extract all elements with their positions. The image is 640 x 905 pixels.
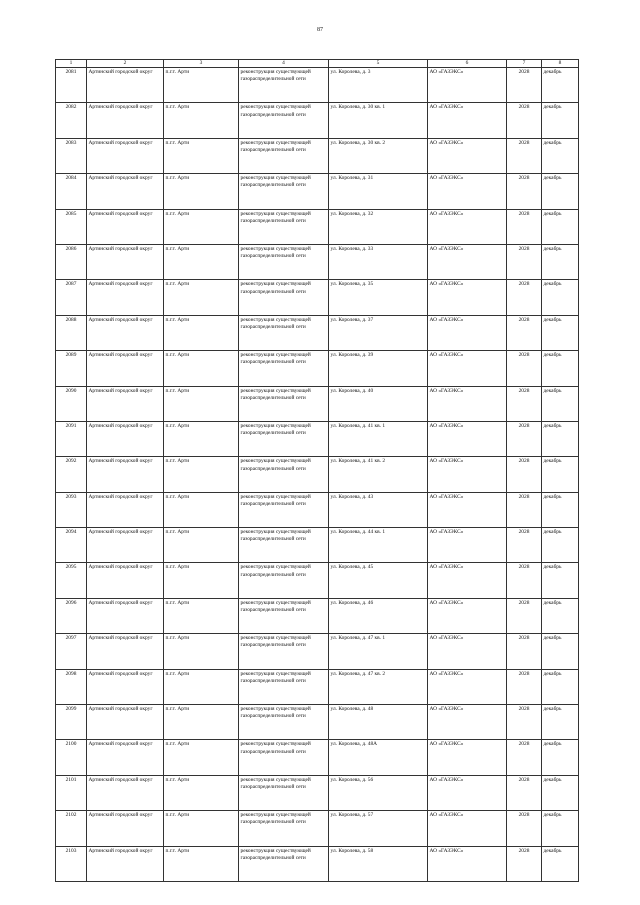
organization-cell: АО «ГАЗЭКС»	[428, 209, 507, 244]
row-number-cell: 2084	[56, 174, 87, 209]
address-cell: ул. Королева, д. 57	[329, 811, 428, 846]
organization-cell: АО «ГАЗЭКС»	[428, 528, 507, 563]
work-type-cell: реконструкция существующей газораспределительной сети	[239, 492, 329, 527]
month-cell: декабрь	[542, 775, 579, 810]
district-cell: Артинский городской округ	[87, 598, 164, 633]
row-number-cell: 2101	[56, 775, 87, 810]
organization-cell: АО «ГАЗЭКС»	[428, 386, 507, 421]
organization-cell: АО «ГАЗЭКС»	[428, 68, 507, 103]
address-cell: ул. Королева, д. 48А	[329, 740, 428, 775]
work-type-cell: реконструкция существующей газораспределительной сети	[239, 634, 329, 669]
table-row	[56, 386, 579, 421]
district-cell: Артинский городской округ	[87, 174, 164, 209]
row-number-cell: 2094	[56, 528, 87, 563]
row-number-cell: 2082	[56, 103, 87, 138]
address-cell: ул. Королева, д. 37	[329, 315, 428, 350]
table-row	[56, 634, 579, 669]
organization-cell: АО «ГАЗЭКС»	[428, 705, 507, 740]
table-row	[56, 421, 579, 456]
schedule-table	[55, 59, 579, 882]
table-body	[56, 68, 579, 882]
page-number: 87	[317, 27, 323, 33]
year-cell: 2028	[507, 528, 542, 563]
address-cell: ул. Королева, д. 39	[329, 351, 428, 386]
district-cell: Артинский городской округ	[87, 280, 164, 315]
work-type-cell: реконструкция существующей газораспределительной сети	[239, 421, 329, 456]
year-cell: 2028	[507, 351, 542, 386]
locality-cell: п.г.т. Арти	[164, 492, 239, 527]
month-cell: декабрь	[542, 315, 579, 350]
district-cell: Артинский городской округ	[87, 563, 164, 598]
column-header: 7	[507, 60, 542, 68]
year-cell: 2028	[507, 138, 542, 173]
locality-cell: п.г.т. Арти	[164, 740, 239, 775]
locality-cell: п.г.т. Арти	[164, 811, 239, 846]
district-cell: Артинский городской округ	[87, 775, 164, 810]
month-cell: декабрь	[542, 351, 579, 386]
district-cell: Артинский городской округ	[87, 351, 164, 386]
address-cell: ул. Королева, д. 58	[329, 846, 428, 881]
row-number-cell: 2096	[56, 598, 87, 633]
district-cell: Артинский городской округ	[87, 492, 164, 527]
column-header: 3	[164, 60, 239, 68]
month-cell: декабрь	[542, 528, 579, 563]
work-type-cell: реконструкция существующей газораспределительной сети	[239, 563, 329, 598]
table-row	[56, 705, 579, 740]
table-row	[56, 315, 579, 350]
year-cell: 2028	[507, 563, 542, 598]
address-cell: ул. Королева, д. 45	[329, 563, 428, 598]
locality-cell: п.г.т. Арти	[164, 634, 239, 669]
district-cell: Артинский городской округ	[87, 103, 164, 138]
row-number-cell: 2103	[56, 846, 87, 881]
year-cell: 2028	[507, 740, 542, 775]
month-cell: декабрь	[542, 280, 579, 315]
column-header: 4	[239, 60, 329, 68]
work-type-cell: реконструкция существующей газораспределительной сети	[239, 740, 329, 775]
district-cell: Артинский городской округ	[87, 740, 164, 775]
address-cell: ул. Королева, д. 33	[329, 244, 428, 279]
address-cell: ул. Королева, д. 32	[329, 209, 428, 244]
district-cell: Артинский городской округ	[87, 138, 164, 173]
year-cell: 2028	[507, 421, 542, 456]
row-number-cell: 2102	[56, 811, 87, 846]
organization-cell: АО «ГАЗЭКС»	[428, 351, 507, 386]
month-cell: декабрь	[542, 457, 579, 492]
table-row	[56, 846, 579, 881]
district-cell: Артинский городской округ	[87, 68, 164, 103]
month-cell: декабрь	[542, 421, 579, 456]
organization-cell: АО «ГАЗЭКС»	[428, 421, 507, 456]
year-cell: 2028	[507, 280, 542, 315]
work-type-cell: реконструкция существующей газораспределительной сети	[239, 457, 329, 492]
locality-cell: п.г.т. Арти	[164, 421, 239, 456]
row-number-cell: 2095	[56, 563, 87, 598]
column-header: 6	[428, 60, 507, 68]
month-cell: декабрь	[542, 563, 579, 598]
address-cell: ул. Королева, д. 47 кв. 1	[329, 634, 428, 669]
locality-cell: п.г.т. Арти	[164, 705, 239, 740]
table-row	[56, 209, 579, 244]
work-type-cell: реконструкция существующей газораспределительной сети	[239, 775, 329, 810]
year-cell: 2028	[507, 386, 542, 421]
row-number-cell: 2092	[56, 457, 87, 492]
month-cell: декабрь	[542, 138, 579, 173]
locality-cell: п.г.т. Арти	[164, 103, 239, 138]
locality-cell: п.г.т. Арти	[164, 669, 239, 704]
work-type-cell: реконструкция существующей газораспределительной сети	[239, 280, 329, 315]
month-cell: декабрь	[542, 846, 579, 881]
locality-cell: п.г.т. Арти	[164, 209, 239, 244]
locality-cell: п.г.т. Арти	[164, 457, 239, 492]
year-cell: 2028	[507, 598, 542, 633]
table-row	[56, 68, 579, 103]
organization-cell: АО «ГАЗЭКС»	[428, 740, 507, 775]
organization-cell: АО «ГАЗЭКС»	[428, 634, 507, 669]
table-row	[56, 174, 579, 209]
table-row	[56, 740, 579, 775]
table-row	[56, 598, 579, 633]
month-cell: декабрь	[542, 174, 579, 209]
address-cell: ул. Королева, д. 30 кв. 1	[329, 103, 428, 138]
organization-cell: АО «ГАЗЭКС»	[428, 138, 507, 173]
locality-cell: п.г.т. Арти	[164, 528, 239, 563]
year-cell: 2028	[507, 846, 542, 881]
table-row	[56, 351, 579, 386]
work-type-cell: реконструкция существующей газораспределительной сети	[239, 138, 329, 173]
district-cell: Артинский городской округ	[87, 634, 164, 669]
row-number-cell: 2085	[56, 209, 87, 244]
district-cell: Артинский городской округ	[87, 669, 164, 704]
organization-cell: АО «ГАЗЭКС»	[428, 811, 507, 846]
year-cell: 2028	[507, 209, 542, 244]
year-cell: 2028	[507, 103, 542, 138]
month-cell: декабрь	[542, 705, 579, 740]
work-type-cell: реконструкция существующей газораспределительной сети	[239, 528, 329, 563]
month-cell: декабрь	[542, 598, 579, 633]
month-cell: декабрь	[542, 244, 579, 279]
year-cell: 2028	[507, 811, 542, 846]
district-cell: Артинский городской округ	[87, 457, 164, 492]
year-cell: 2028	[507, 492, 542, 527]
table-row	[56, 244, 579, 279]
address-cell: ул. Королева, д. 47 кв. 2	[329, 669, 428, 704]
row-number-cell: 2083	[56, 138, 87, 173]
row-number-cell: 2086	[56, 244, 87, 279]
month-cell: декабрь	[542, 68, 579, 103]
work-type-cell: реконструкция существующей газораспределительной сети	[239, 209, 329, 244]
row-number-cell: 2081	[56, 68, 87, 103]
work-type-cell: реконструкция существующей газораспределительной сети	[239, 174, 329, 209]
district-cell: Артинский городской округ	[87, 244, 164, 279]
column-number-row	[56, 60, 579, 68]
row-number-cell: 2089	[56, 351, 87, 386]
address-cell: ул. Королева, д. 3	[329, 68, 428, 103]
year-cell: 2028	[507, 634, 542, 669]
month-cell: декабрь	[542, 634, 579, 669]
month-cell: декабрь	[542, 740, 579, 775]
address-cell: ул. Королева, д. 46	[329, 598, 428, 633]
locality-cell: п.г.т. Арти	[164, 775, 239, 810]
month-cell: декабрь	[542, 669, 579, 704]
address-cell: ул. Королева, д. 56	[329, 775, 428, 810]
table-row	[56, 811, 579, 846]
district-cell: Артинский городской округ	[87, 705, 164, 740]
month-cell: декабрь	[542, 386, 579, 421]
address-cell: ул. Королева, д. 40	[329, 386, 428, 421]
work-type-cell: реконструкция существующей газораспределительной сети	[239, 811, 329, 846]
district-cell: Артинский городской округ	[87, 811, 164, 846]
work-type-cell: реконструкция существующей газораспределительной сети	[239, 68, 329, 103]
address-cell: ул. Королева, д. 44 кв. 1	[329, 528, 428, 563]
year-cell: 2028	[507, 669, 542, 704]
district-cell: Артинский городской округ	[87, 528, 164, 563]
organization-cell: АО «ГАЗЭКС»	[428, 598, 507, 633]
district-cell: Артинский городской округ	[87, 209, 164, 244]
work-type-cell: реконструкция существующей газораспределительной сети	[239, 315, 329, 350]
month-cell: декабрь	[542, 209, 579, 244]
year-cell: 2028	[507, 68, 542, 103]
year-cell: 2028	[507, 457, 542, 492]
district-cell: Артинский городской округ	[87, 386, 164, 421]
district-cell: Артинский городской округ	[87, 421, 164, 456]
year-cell: 2028	[507, 775, 542, 810]
work-type-cell: реконструкция существующей газораспределительной сети	[239, 386, 329, 421]
table-row	[56, 563, 579, 598]
table-row	[56, 457, 579, 492]
row-number-cell: 2087	[56, 280, 87, 315]
month-cell: декабрь	[542, 492, 579, 527]
locality-cell: п.г.т. Арти	[164, 846, 239, 881]
column-header: 1	[56, 60, 87, 68]
locality-cell: п.г.т. Арти	[164, 598, 239, 633]
year-cell: 2028	[507, 244, 542, 279]
year-cell: 2028	[507, 174, 542, 209]
work-type-cell: реконструкция существующей газораспределительной сети	[239, 351, 329, 386]
year-cell: 2028	[507, 315, 542, 350]
row-number-cell: 2097	[56, 634, 87, 669]
locality-cell: п.г.т. Арти	[164, 351, 239, 386]
locality-cell: п.г.т. Арти	[164, 138, 239, 173]
organization-cell: АО «ГАЗЭКС»	[428, 846, 507, 881]
work-type-cell: реконструкция существующей газораспределительной сети	[239, 103, 329, 138]
row-number-cell: 2100	[56, 740, 87, 775]
address-cell: ул. Королева, д. 48	[329, 705, 428, 740]
work-type-cell: реконструкция существующей газораспределительной сети	[239, 244, 329, 279]
row-number-cell: 2090	[56, 386, 87, 421]
table-row	[56, 775, 579, 810]
locality-cell: п.г.т. Арти	[164, 563, 239, 598]
locality-cell: п.г.т. Арти	[164, 280, 239, 315]
organization-cell: АО «ГАЗЭКС»	[428, 669, 507, 704]
row-number-cell: 2091	[56, 421, 87, 456]
month-cell: декабрь	[542, 811, 579, 846]
organization-cell: АО «ГАЗЭКС»	[428, 563, 507, 598]
locality-cell: п.г.т. Арти	[164, 68, 239, 103]
address-cell: ул. Королева, д. 41 кв. 1	[329, 421, 428, 456]
table-row	[56, 492, 579, 527]
table-row	[56, 280, 579, 315]
locality-cell: п.г.т. Арти	[164, 315, 239, 350]
organization-cell: АО «ГАЗЭКС»	[428, 103, 507, 138]
month-cell: декабрь	[542, 103, 579, 138]
locality-cell: п.г.т. Арти	[164, 174, 239, 209]
locality-cell: п.г.т. Арти	[164, 386, 239, 421]
locality-cell: п.г.т. Арти	[164, 244, 239, 279]
table-row	[56, 528, 579, 563]
district-cell: Артинский городской округ	[87, 315, 164, 350]
organization-cell: АО «ГАЗЭКС»	[428, 775, 507, 810]
district-cell: Артинский городской округ	[87, 846, 164, 881]
address-cell: ул. Королева, д. 31	[329, 174, 428, 209]
table-row	[56, 669, 579, 704]
organization-cell: АО «ГАЗЭКС»	[428, 174, 507, 209]
work-type-cell: реконструкция существующей газораспределительной сети	[239, 846, 329, 881]
row-number-cell: 2088	[56, 315, 87, 350]
work-type-cell: реконструкция существующей газораспределительной сети	[239, 669, 329, 704]
column-header: 2	[87, 60, 164, 68]
organization-cell: АО «ГАЗЭКС»	[428, 492, 507, 527]
organization-cell: АО «ГАЗЭКС»	[428, 280, 507, 315]
column-header: 5	[329, 60, 428, 68]
address-cell: ул. Королева, д. 41 кв. 2	[329, 457, 428, 492]
table-row	[56, 138, 579, 173]
address-cell: ул. Королева, д. 30 кв. 2	[329, 138, 428, 173]
year-cell: 2028	[507, 705, 542, 740]
column-header: 8	[542, 60, 579, 68]
row-number-cell: 2099	[56, 705, 87, 740]
row-number-cell: 2098	[56, 669, 87, 704]
row-number-cell: 2093	[56, 492, 87, 527]
table-row	[56, 103, 579, 138]
address-cell: ул. Королева, д. 35	[329, 280, 428, 315]
organization-cell: АО «ГАЗЭКС»	[428, 315, 507, 350]
organization-cell: АО «ГАЗЭКС»	[428, 457, 507, 492]
work-type-cell: реконструкция существующей газораспределительной сети	[239, 598, 329, 633]
work-type-cell: реконструкция существующей газораспределительной сети	[239, 705, 329, 740]
organization-cell: АО «ГАЗЭКС»	[428, 244, 507, 279]
address-cell: ул. Королева, д. 43	[329, 492, 428, 527]
